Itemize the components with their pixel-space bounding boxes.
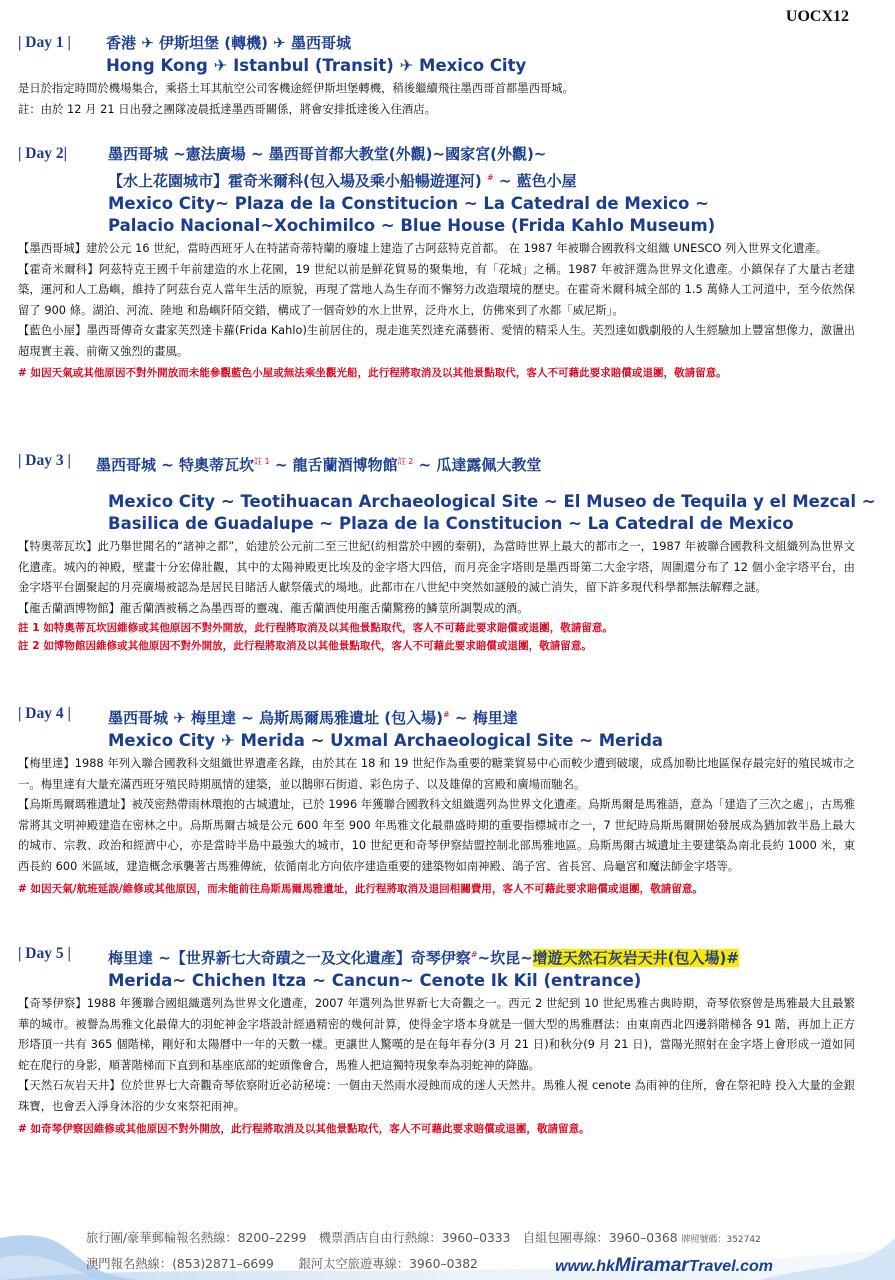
day-title-zh: 香港 ✈ 伊斯坦堡 (轉機) ✈ 墨西哥城 (106, 34, 351, 52)
day-3-section (18, 450, 876, 655)
hotline-info: 旅行團/豪華郵輪報名熱線：8200–2299 機票酒店自由行熱線：3960–0333 自組包團專線：3960–0368 (86, 1231, 678, 1245)
brand-url[interactable]: www.hkMiramarTravel.com (555, 1255, 773, 1276)
day-title-zh: ~ 梅里達 (454, 709, 518, 727)
day-label: | Day 4 | (18, 705, 71, 722)
day-title-zh: ~ 瓜達露佩大教堂 (418, 456, 542, 474)
day-title-zh: 墨西哥城 ✈ 梅里達 ~ 烏斯馬爾馬雅遺址 (包入場) (108, 709, 443, 727)
macau-hotline-info: 澳門報名熱線：(853)2871–6699 銀河太空旅遊專線：3960–0382 (86, 1257, 478, 1271)
paragraph: 是日於指定時間於機場集合，乘搭土耳其航空公司客機途經伊斯坦堡轉機，稍後繼續飛往墨西哥首都墨西哥城。 (18, 82, 575, 95)
highlighted-title: 增遊天然石灰岩天井(包入場)# (532, 949, 739, 967)
warning-note: # 如因天氣/航班延誤/維修或其他原因，而未能前往烏斯馬爾馬雅遺址，此行程將取消及退回相關費用，客人不可藉此要求賠償或退團，敬請留意。 (18, 882, 703, 895)
day-title-zh: 墨西哥城 ~ 特奧蒂瓦坎 (96, 456, 255, 474)
day-title-zh: ~坎昆~ (477, 949, 533, 967)
day-1-section (18, 32, 855, 120)
warning-note: # 如奇琴伊察因維修或其他原因不對外開放，此行程將取消及以其他景點取代，客人不可藉此要求賠償或退團，敬請留意。 (18, 1122, 590, 1135)
tour-code: UOCX12 (785, 8, 849, 25)
day-title-en: Mexico City ~ Teotihuacan Archaeological Site ~ El Museo de Tequila y el Mezcal ~ (108, 492, 876, 511)
note-mark: # (470, 950, 478, 959)
day-title-zh: 【水上花園城市】霍奇米爾科(包入場及乘小船暢遊運河) (108, 172, 482, 190)
day-title-en: Palacio Nacional~Xochimilco ~ Blue House (Frida Kahlo Museum) (108, 216, 716, 235)
day-4-section (18, 703, 855, 898)
day-label: | Day 1 | (18, 34, 71, 51)
day-title-zh: 墨西哥城 ~憲法廣場 ~ 墨西哥首都大教堂(外觀)~國家宮(外觀)~ (108, 145, 547, 163)
day-title-en: Mexico City~ Plaza de la Constitucion ~ La Catedral de Mexico ~ (108, 194, 709, 213)
footer (0, 1218, 895, 1280)
day-2-section (18, 143, 855, 382)
paragraph: 【梅里達】1988 年列入聯合國教科文組織世界遺產名錄，由於其在 18 和 19 世紀作為重要的糖業貿易中心而較少遭到破壞，成爲加勒比地區保存最完好的殖民城市之一。梅里達有大量充滿西班牙殖民時期風情的建築，並以鵝卵石街道、彩色房子、以及雄偉的宮殿和廣場而馳名。 (18, 757, 855, 791)
day-title-zh: ~ 龍舌蘭酒博物館 (274, 456, 398, 474)
warning-note: 註 2 如博物館因維修或其他原因不對外開放，此行程將取消及以其他景點取代，客人不可藉此要求賠償或退團，敬請留意。 (18, 640, 592, 653)
paragraph: 【龍舌蘭酒博物館】龍舌蘭酒被稱之為墨西哥的靈魂、龍舌蘭酒使用龍舌蘭驚務的鱗莖所調製成的酒。 (18, 601, 529, 615)
day-title-en: Merida~ Chichen Itza ~ Cancun~ Cenote Ik Kil (entrance) (108, 971, 642, 990)
note-mark: 註 1 (254, 457, 270, 466)
warning-note: # 如因天氣或其他原因不對外開放而未能參觀藍色小屋或無法乘坐觀光船，此行程將取消及以其他景點取代，客人不可藉此要求賠償或退團，敬請留意。 (18, 366, 727, 379)
day-5-section (18, 943, 855, 1138)
note-mark: # (442, 710, 450, 719)
note-mark: 註 2 (397, 457, 414, 466)
day-label: | Day 2| (18, 145, 68, 162)
day-title-en: Basilica de Guadalupe ~ Plaza de la Constitucion ~ La Catedral de Mexico (108, 514, 794, 533)
paragraph: 註：由於 12 月 21 日出發之團隊凌晨抵達墨西哥關係，將會安排抵達後入住酒店。 (18, 102, 436, 116)
day-title-en: Hong Kong ✈ Istanbul (Transit) ✈ Mexico City (106, 56, 527, 75)
paragraph: 【特奧蒂瓦坎】此乃舉世聞名的“諸神之都”，始建於公元前二至三世紀(約相當於中國的秦朝)，為當時世界上最大的都市之一，1987 年被聯合國教科文組織列為世界文化遺產。城內的神殿，壁畫十分宏偉壯觀，其中的太陽神殿更比埃及的金字塔大四倍，而月亮金字塔則是墨西哥第二大金字塔，周圍還分布了 12 個小金字塔平台，由金字塔平台圍聚起的月亮廣場被認為是居民目睹活人獻祭儀式的場地。此都市在八世紀中突然如謎般的滅亡消失，留下許多現代科學都無法解釋之謎。 (18, 540, 855, 595)
day-label: | Day 5 | (18, 945, 71, 962)
paragraph: 【藍色小屋】墨西哥傳奇女畫家芙烈達卡蘿(Frida Kahlo)生前居住的，現走進芙烈達充滿藝術、愛情的精采人生。芙烈達如戲劇般的人生經驗加上豐富想像力，激盪出超現實主義、前衛又強烈的畫風。 (18, 324, 855, 358)
day-label: | Day 3 | (18, 452, 71, 469)
license-number: 牌照號碼：352742 (681, 1235, 761, 1245)
paragraph: 【天然石灰岩天井】位於世界七大奇觀奇琴依察附近必訪秘境：一個由天然雨水浸蝕而成的迷人天然井。馬雅人視 cenote 為雨神的住所，會在祭祀時 投入大量的金銀珠寶，也會丟入淨身沐浴的少女來祭祀雨神。 (18, 1079, 855, 1113)
warning-note: 註 1 如特奧蒂瓦坎因維修或其他原因不對外開放，此行程將取消及以其他景點取代，客人不可藉此要求賠償或退團，敬請留意。 (18, 622, 614, 635)
paragraph: 【霍奇米爾科】阿茲特克王國千年前建造的水上花園，19 世紀以前是鮮花貿易的聚集地，有「花城」之稱。1987 年被評選為世界文化遺產。小鎮保存了大量古老建築，運河和人工島嶼，維持了阿茲台克人當年生活的原貌，再現了當地人為生存而不懈努力改造環境的歷史。在霍奇米爾科城全部的 1.5 萬條人工河道中，至今依然保留了 900 條。湖泊、河流、陸地 和島嶼阡陌交錯，構成了一個奇妙的水上世界，泛舟水上，仿佛來到了水都「威尼斯」。 (18, 262, 855, 317)
paragraph: 【烏斯馬爾瑪雅遺址】被茂密熱帶雨林環抱的古城遺址，已於 1996 年獲聯合國教科文組織選列為世界文化遺產。烏斯馬爾是馬雅語，意為「建造了三次之處」，古馬雅常將其文明神殿建造在密林之中。烏斯馬爾古城是公元 600 年至 900 年馬雅文化最鼎盛時期的重要指標城市之一，7 世紀時烏斯馬爾開始發展成為猶加敦半島上最大的城市、宗教、政治和經濟中心，亦是當時半島中最強大的城市，10 世紀更和奇琴伊察結盟控制北部馬雅地區。烏斯馬爾古城遺址主要建築為南北長約 1000 米，東西長約 600 米區域，建造概念承襲著古馬雅傳統，依循南北方向依序建造重要的建築物如南神殿、鴿子宮、省長宮、烏龜宮和魔法師金字塔等。 (18, 798, 855, 873)
note-mark: # (486, 173, 494, 182)
day-title-en: Mexico City ✈ Merida ~ Uxmal Archaeological Site ~ Merida (108, 731, 664, 750)
paragraph: 【墨西哥城】建於公元 16 世紀，當時西班牙人在特諾奇蒂特蘭的廢墟上建造了古阿茲特克首都。 在 1987 年被聯合國教科文組織 UNESCO 列入世界文化遺產。 (18, 242, 828, 255)
paragraph: 【奇琴伊察】1988 年獲聯合國組織選列為世界文化遺產，2007 年選列為世界新七大奇觀之一。西元 2 世紀到 10 世紀馬雅古典時期，奇琴依察曾是馬雅最大且最繁華的城市。被譽為馬雅文化最偉大的羽蛇神金字塔設計經過精密的幾何計算，使得金字塔本身就是一個大型的馬雅曆法：由東南西北四邊斜階梯各 91 階，再加上正方形塔頂一共有 365 個階梯，剛好和太陽曆中一年的天數一樣。更讓世人驚嘆的是在每年春分(3 月 21 日)和秋分(9 月 21 日)，當陽光照射在金字塔上會形成一道如同蛇在爬行的身影，順著階梯而下直到和基座底部的蛇頭像會合，馬雅人把這獨特現象奉為羽蛇神的降臨。 (18, 997, 855, 1072)
day-title-zh: 梅里達 ~【世界新七大奇蹟之一及文化遺產】奇琴伊察 (108, 949, 471, 967)
day-title-zh: ~ 藍色小屋 (498, 172, 577, 190)
